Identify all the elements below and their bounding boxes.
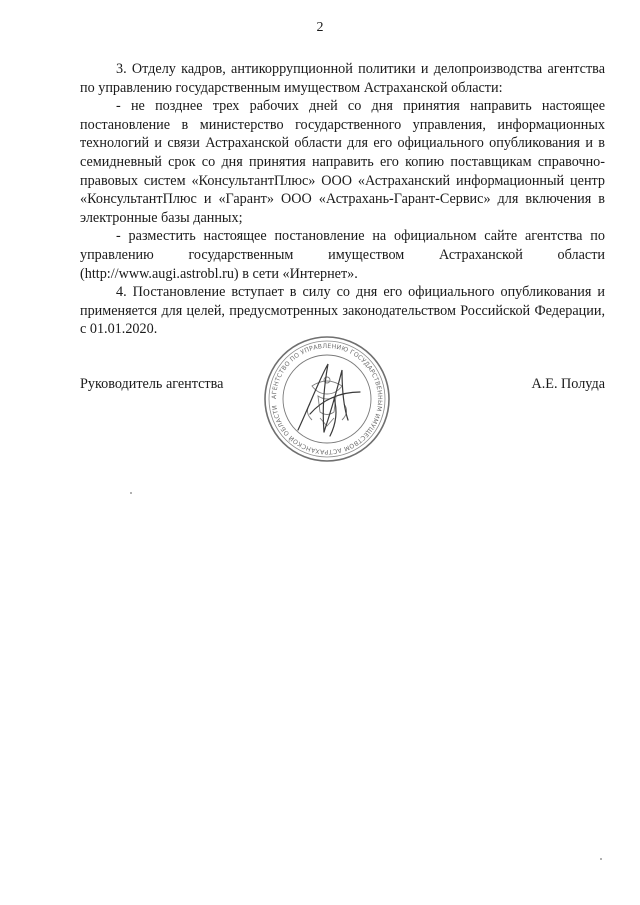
scan-speck xyxy=(600,858,602,860)
signer-name: А.Е. Полуда xyxy=(531,376,605,392)
signer-title: Руководитель агентства xyxy=(80,376,224,392)
official-seal-stamp xyxy=(262,334,392,464)
handwritten-signature xyxy=(298,364,360,436)
page-number: 2 xyxy=(316,20,324,35)
seal-emblem xyxy=(307,377,346,426)
paragraph-publish-on-website: - разместить настоящее постановление на официальном сайте агентства по управлению государственным имуществом Астраханской области (http://www.augi.astrobl.ru) в сети «Интернет». xyxy=(80,228,605,282)
paragraph-send-for-publication: - не позднее трех рабочих дней со дня принятия направить настоящее постановление в министерство государственного управления, информационных технологий и связи Астраханской области для его официального опубликования и в семидневный срок со дня принятия направить его копию поставщикам справочно-правовых систем «КонсультантПлюс» ООО «Астраханский информационный центр «КонсультантПлюс и «Гарант» ООО «Астрахань-Гарант-Сервис» для включения в электронные базы данных; xyxy=(80,98,605,226)
seal-ring-text: АГЕНТСТВО ПО УПРАВЛЕНИЮ ГОСУДАРСТВЕННЫМ ИМУЩЕСТВОМ АСТРАХАНСКОЙ ОБЛАСТИ xyxy=(270,342,384,456)
paragraph-effective-date: 4. Постановление вступает в силу со дня его официального опубликования и применяется для целей, предусмотренных законодательством Российской Федерации, с 01.01.2020. xyxy=(80,284,605,338)
paragraph-hr-department: 3. Отделу кадров, антикоррупционной политики и делопроизводства агентства по управлению государственным имуществом Астраханской области: xyxy=(80,61,605,96)
scan-speck xyxy=(130,492,132,494)
document-body xyxy=(80,60,605,339)
